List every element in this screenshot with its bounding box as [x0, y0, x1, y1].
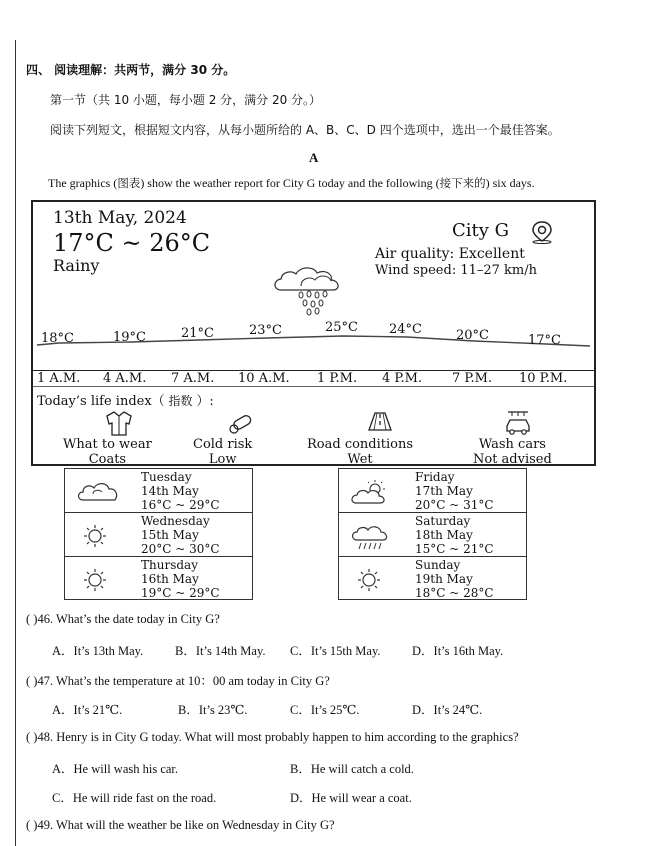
hour-label: 7 P.M.: [452, 371, 493, 386]
life-index-item: [63, 437, 152, 467]
hour-label: 4 P.M.: [382, 371, 423, 386]
life-index-label: What to wear: [63, 437, 152, 452]
forecast-text: [415, 558, 494, 600]
life-index-title: [37, 390, 214, 409]
question-47: ( )47. What’s the temperature at 10：00 am today in City G?: [26, 674, 330, 688]
today-date: 13th May, 2024: [53, 208, 187, 228]
forecast-day: Sunday: [415, 558, 461, 572]
air-quality: Air quality: Excellent: [375, 246, 525, 262]
hourly-temp-label: 19°C: [113, 329, 146, 345]
forecast-text: [141, 470, 220, 512]
life-index-label: Cold risk: [193, 437, 253, 452]
question-48-option-c: C．He will ride fast on the road.: [52, 791, 217, 805]
forecast-row: [65, 513, 252, 557]
life-index-title-part: ）:: [196, 394, 214, 409]
forecast-date: 18th May: [415, 528, 473, 542]
instruction: 阅读下列短文，根据短文内容，从每小题所给的 A、B、C、D 四个选项中，选出一个最佳答案。: [50, 123, 560, 137]
intro-part: ) show the weather report for City G today and the following (: [140, 176, 440, 190]
city-name: City G: [452, 220, 510, 241]
cloudy-icon: [75, 480, 121, 509]
forecast-temp: 15°C ~ 21°C: [415, 542, 494, 556]
forecast-text: [415, 514, 494, 556]
question-48-option-a: A．He will wash his car.: [52, 762, 179, 776]
forecast-day: Thursday: [141, 558, 198, 572]
question-48-option-b: B．He will catch a cold.: [290, 762, 414, 776]
forecast-row: [339, 469, 526, 513]
forecast-table-right: [338, 468, 527, 600]
wind-speed: Wind speed: 11–27 km/h: [375, 263, 538, 278]
hourly-temp-label: 24°C: [389, 321, 422, 337]
rainy-icon: [349, 524, 395, 557]
hour-label: 10 P.M.: [519, 371, 568, 386]
passage-letter: A: [309, 150, 319, 165]
partly-cloudy-icon: [349, 480, 395, 511]
intro-part: ) six days.: [485, 176, 535, 190]
rain-cloud-icon: [271, 264, 363, 316]
question-47-option-d: D．It’s 24℃.: [412, 703, 483, 717]
life-index-value: Coats: [88, 452, 127, 467]
hourly-temp-label: 23°C: [249, 323, 282, 339]
today-temp: 17°C ~ 26°C: [53, 229, 211, 257]
life-index-divider: [33, 386, 594, 387]
forecast-day: Friday: [415, 470, 455, 484]
life-index-label: Road conditions: [307, 437, 414, 452]
forecast-day: Wednesday: [141, 514, 210, 528]
life-index-value: Low: [208, 452, 237, 467]
page-margin-line: [15, 40, 16, 846]
question-46-option-a: A．It’s 13th May.: [52, 644, 144, 658]
weather-card: [31, 200, 596, 466]
forecast-temp: 20°C ~ 31°C: [415, 498, 494, 512]
forecast-table-left: [64, 468, 253, 600]
life-index-value: Wet: [347, 452, 373, 467]
hour-label: 10 A.M.: [238, 371, 290, 386]
life-index-label: Wash cars: [478, 437, 546, 452]
question-48-option-d: D．He will wear a coat.: [290, 791, 412, 805]
hourly-temp-label: 20°C: [456, 328, 489, 343]
question-49: ( )49. What will the weather be like on Wednesday in City G?: [26, 818, 335, 832]
life-index-item: [473, 437, 552, 467]
forecast-temp: 18°C ~ 28°C: [415, 586, 494, 600]
forecast-row: [339, 513, 526, 557]
hour-label: 7 A.M.: [171, 371, 215, 386]
question-48: ( )48. Henry is in City G today. What will most probably happen to him according to the graphics?: [26, 730, 519, 744]
question-47-option-b: B．It’s 23℃.: [178, 703, 248, 717]
hourly-temp-label: 18°C: [41, 331, 74, 347]
intro-part: 图表: [117, 176, 141, 190]
question-46-option-b: B．It’s 14th May.: [175, 644, 266, 658]
hour-label: 1 A.M.: [37, 371, 81, 386]
passage-intro: [48, 175, 535, 191]
life-index-item: [193, 437, 252, 467]
forecast-day: Tuesday: [141, 470, 192, 484]
forecast-date: 16th May: [141, 572, 199, 586]
forecast-date: 14th May: [141, 484, 199, 498]
forecast-temp: 19°C ~ 29°C: [141, 586, 220, 600]
car-wash-icon: [503, 408, 533, 436]
section-title: 四、 阅读理解：共两节，满分 30 分。: [26, 63, 236, 77]
life-index-title-part: Today’s life index（: [37, 394, 165, 409]
coat-icon: [105, 410, 133, 436]
life-index-title-part: 指数: [164, 394, 197, 408]
forecast-text: [141, 558, 220, 600]
intro-part: 接下来的: [439, 176, 486, 190]
question-47-option-a: A．It’s 21℃.: [52, 703, 123, 717]
forecast-date: 17th May: [415, 484, 473, 498]
hourly-temp-label: 17°C: [528, 332, 561, 348]
pill-icon: [227, 410, 255, 436]
sunny-icon: [75, 524, 115, 553]
forecast-date: 19th May: [415, 572, 473, 586]
life-index-value: Not advised: [473, 452, 552, 467]
part-title: 第一节（共 10 小题，每小题 2 分，满分 20 分。）: [50, 93, 322, 107]
location-pin-icon: [529, 220, 555, 244]
life-index-item: [307, 437, 413, 467]
forecast-day: Saturday: [415, 514, 471, 528]
question-46-option-c: C．It’s 15th May.: [290, 644, 381, 658]
forecast-temp: 16°C ~ 29°C: [141, 498, 220, 512]
question-46: ( )46. What’s the date today in City G?: [26, 612, 220, 626]
forecast-date: 15th May: [141, 528, 199, 542]
today-condition: Rainy: [53, 256, 100, 275]
forecast-text: [415, 470, 494, 512]
hourly-temp-label: 25°C: [325, 320, 358, 335]
forecast-row: [65, 469, 252, 513]
question-47-option-c: C．It’s 25℃.: [290, 703, 360, 717]
hour-label: 4 A.M.: [103, 371, 147, 386]
intro-part: The graphics (: [48, 176, 118, 190]
forecast-text: [141, 514, 220, 556]
forecast-row: [339, 557, 526, 599]
sunny-icon: [349, 568, 389, 597]
forecast-temp: 20°C ~ 30°C: [141, 542, 220, 556]
sunny-icon: [75, 568, 115, 597]
question-46-option-d: D．It’s 16th May.: [412, 644, 504, 658]
forecast-row: [65, 557, 252, 599]
hourly-temp-label: 21°C: [181, 326, 214, 342]
road-icon: [365, 410, 395, 434]
hour-label: 1 P.M.: [317, 371, 358, 386]
